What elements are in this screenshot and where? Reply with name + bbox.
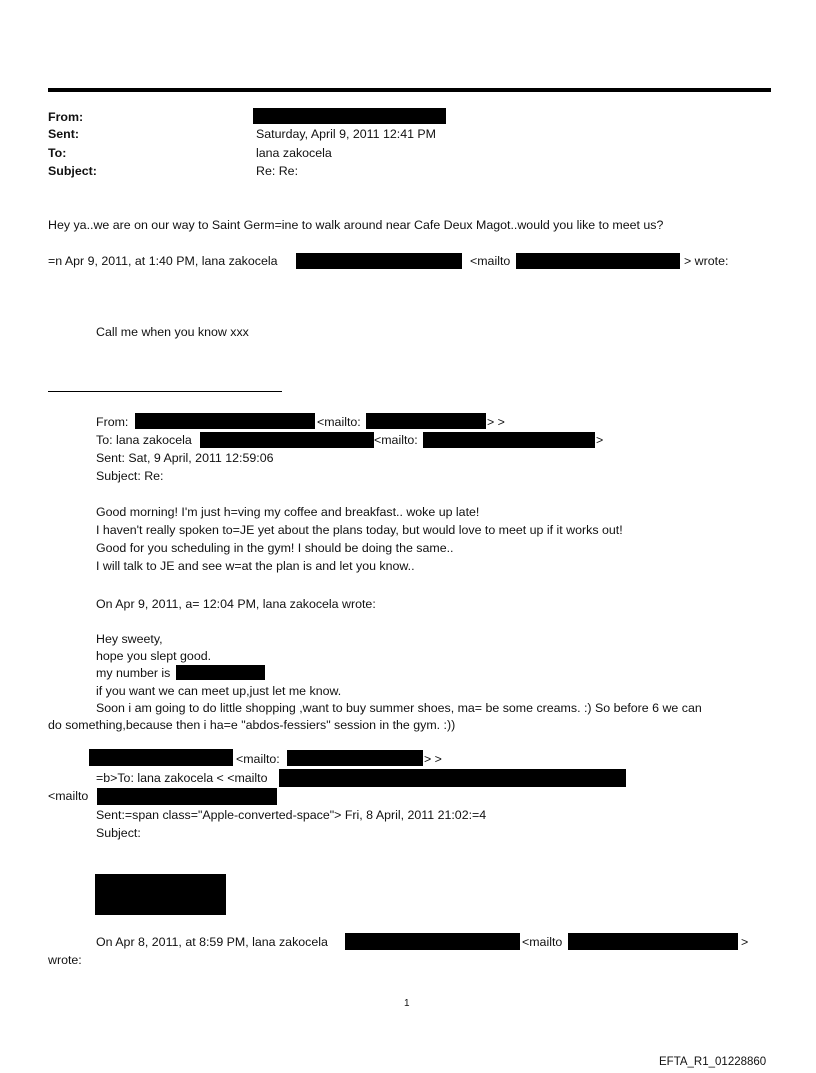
paragraph-line: Good morning! I'm just h=ving my coffee and breakfast.. woke up late! [96, 505, 480, 519]
wrote-line: wrote: [48, 953, 82, 967]
quote-line: my number is [96, 666, 171, 680]
quote1-intro: =n Apr 9, 2011, at 1:40 PM, lana zakocela [48, 254, 278, 268]
body-line-1: Hey ya..we are on our way to Saint Germ=ine to walk around near Cafe Deux Magot..would you like to meet us? [48, 218, 664, 232]
on-apr8-end: > [741, 935, 749, 949]
to-label: To: [48, 146, 67, 160]
paragraph-line: I haven't really spoken to=JE yet about the plans today, but would love to meet up if it works out! [96, 523, 623, 537]
on-apr8-mailto: <mailto [522, 935, 563, 949]
fwd2-from-end: > > [424, 752, 442, 766]
page-number: 1 [404, 998, 410, 1009]
redaction [89, 749, 233, 766]
from-redaction [253, 108, 446, 124]
redaction [279, 769, 626, 787]
redaction [423, 432, 595, 448]
redaction [97, 788, 277, 805]
redaction [366, 413, 486, 429]
fwd2-subject: Subject: [96, 826, 141, 840]
separator-rule [48, 391, 282, 392]
fwd1-subject: Subject: Re: [96, 469, 164, 483]
to-value: lana zakocela [256, 146, 332, 160]
on-apr8-line: On Apr 8, 2011, at 8:59 PM, lana zakocela [96, 935, 328, 949]
fwd1-from-end: > > [487, 415, 505, 429]
quote-line: Hey sweety, [96, 632, 163, 646]
fwd1-from-mailto: <mailto: [317, 415, 361, 429]
fwd1-to-end: > [596, 433, 604, 447]
redaction [135, 413, 315, 429]
quote1-wrote: > wrote: [684, 254, 729, 268]
redaction [296, 253, 462, 269]
fwd2-from-mailto: <mailto: [236, 752, 280, 766]
paragraph-line: Good for you scheduling in the gym! I should be doing the same.. [96, 541, 454, 555]
from-label: From: [48, 110, 84, 124]
subject-label: Subject: [48, 164, 97, 178]
quote1-mailto: <mailto [470, 254, 511, 268]
quote-line: hope you slept good. [96, 649, 212, 663]
block-redaction [95, 874, 226, 915]
phone-redaction [176, 665, 265, 680]
redaction [200, 432, 374, 448]
redaction [287, 750, 423, 766]
call-me-line: Call me when you know xxx [96, 325, 249, 339]
fwd2-to: =b>To: lana zakocela < <mailto [96, 771, 268, 785]
redaction [568, 933, 738, 950]
redaction [345, 933, 520, 950]
document-id: EFTA_R1_01228860 [659, 1056, 767, 1068]
quote-line: Soon i am going to do little shopping ,want to buy summer shoes, ma= be some creams. :) So before 6 we can [96, 701, 702, 715]
redaction [516, 253, 680, 269]
quote-line: do something,because then i ha=e "abdos-fessiers" session in the gym. :)) [48, 718, 456, 732]
on-apr9-line: On Apr 9, 2011, a= 12:04 PM, lana zakocela wrote: [96, 597, 376, 611]
fwd1-from-label: From: [96, 415, 129, 429]
quote-line: if you want we can meet up,just let me know. [96, 684, 342, 698]
paragraph-line: I will talk to JE and see w=at the plan is and let you know.. [96, 559, 415, 573]
fwd1-to-label: To: lana zakocela [96, 433, 192, 447]
sent-value: Saturday, April 9, 2011 12:41 PM [256, 127, 437, 141]
subject-value: Re: Re: [256, 164, 299, 178]
fwd2-mailto: <mailto [48, 789, 89, 803]
fwd1-to-mailto: <mailto: [374, 433, 418, 447]
sent-label: Sent: [48, 127, 79, 141]
top-rule [48, 88, 771, 92]
fwd2-sent: Sent:=span class="Apple-converted-space"> Fri, 8 April, 2011 21:02:=4 [96, 808, 487, 822]
fwd1-sent: Sent: Sat, 9 April, 2011 12:59:06 [96, 451, 274, 465]
